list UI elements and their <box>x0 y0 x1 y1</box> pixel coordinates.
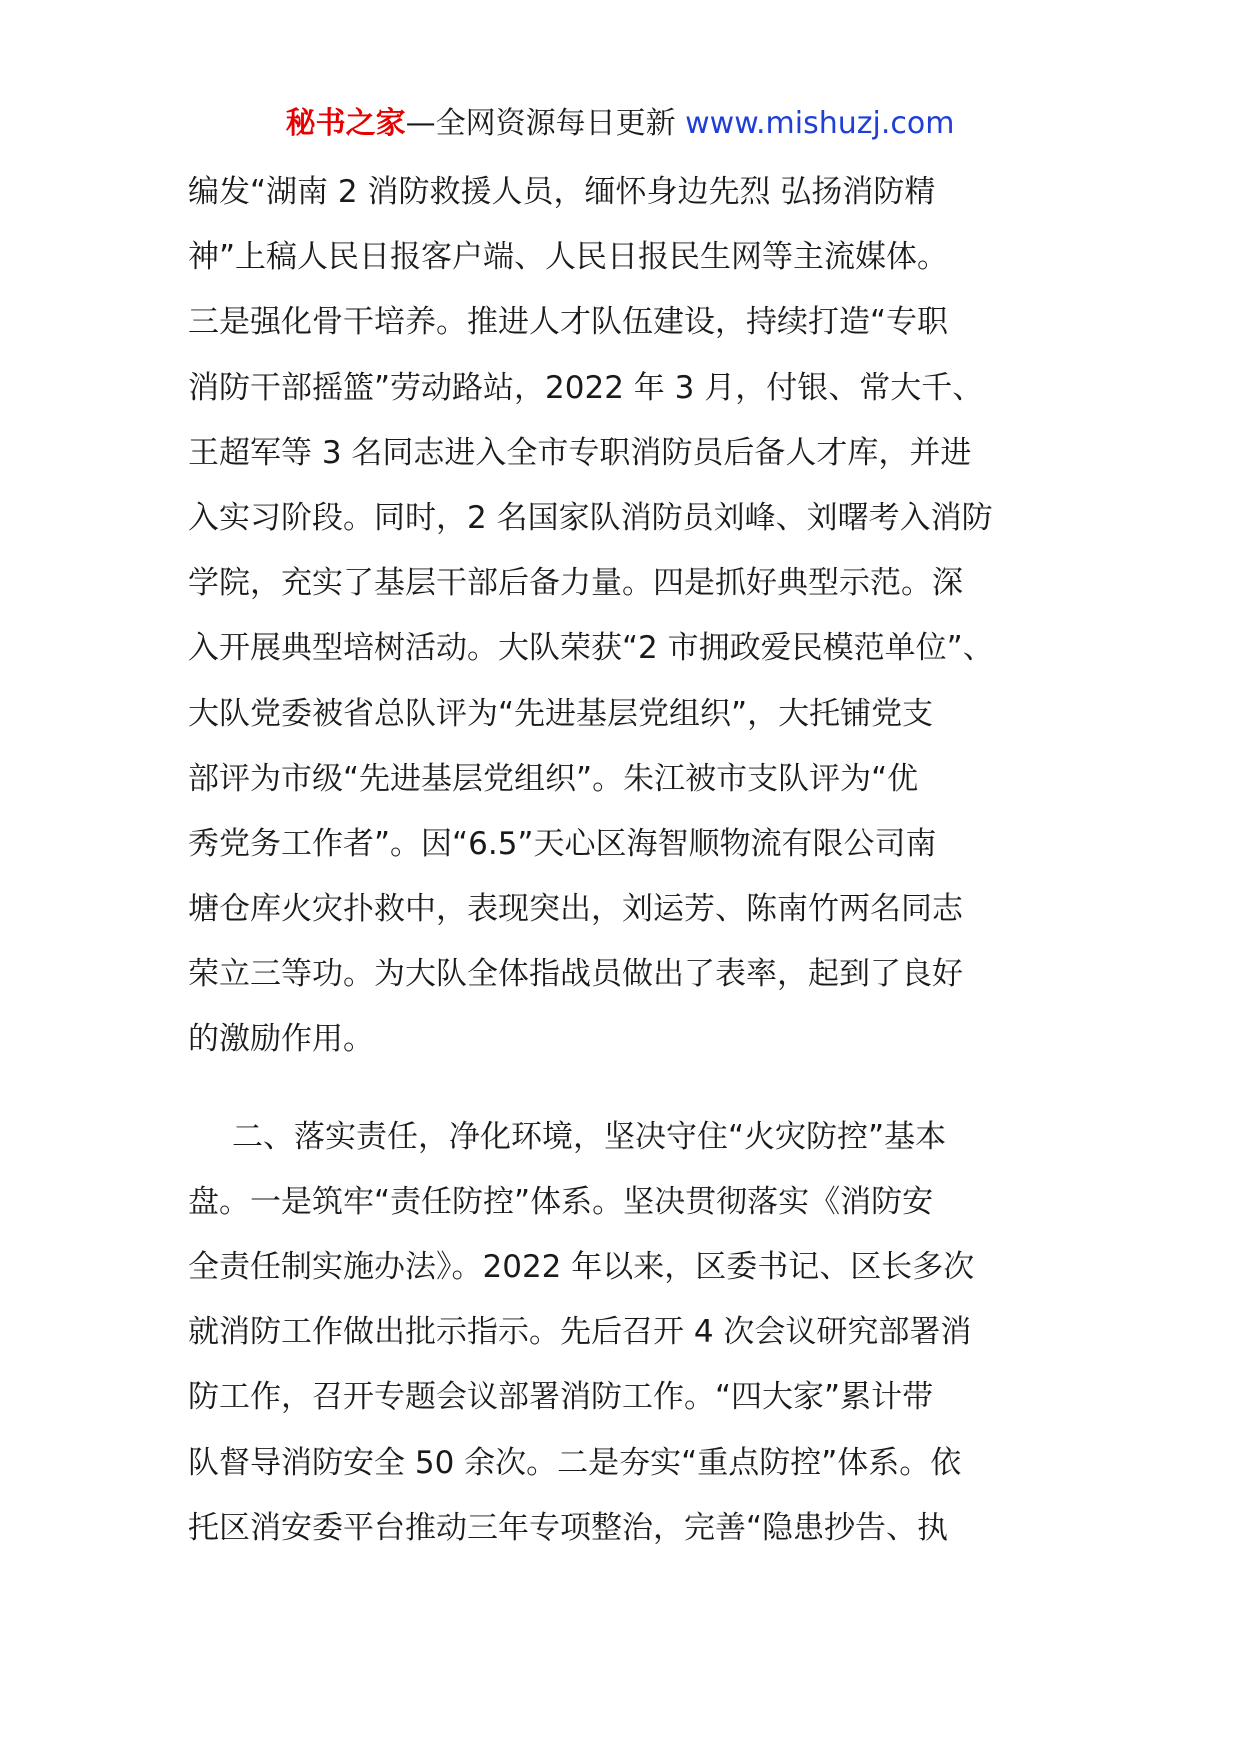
paragraph-2 <box>188 1105 1068 1561</box>
paragraph-2-line: 防工作，召开专题会议部署消防工作。“四大家”累计带 <box>188 1379 934 1416</box>
paragraph-1-line: 消防干部摇篮”劳动路站，2022 年 3 月，付银、常大千、 <box>188 369 984 406</box>
header-brand: 秘书之家 <box>285 106 406 141</box>
paragraph-1-line: 编发“湖南 2 消防救援人员，缅怀身边先烈 弘扬消防精 <box>188 174 936 210</box>
paragraph-2-line: 队督导消防安全 50 余次。二是夯实“重点防控”体系。依 <box>188 1444 962 1481</box>
paragraph-1-line: 王超军等 3 名同志进入全市专职消防员后备人才库，并进 <box>188 434 972 471</box>
paragraph-2-line: 全责任制实施办法》。2022 年以来，区委书记、区长多次 <box>188 1249 975 1285</box>
paragraph-1-line: 的激励作用。 <box>188 1021 374 1058</box>
document-body <box>188 160 1068 1561</box>
header-url-link[interactable]: www.mishuzj.com <box>685 106 955 141</box>
paragraph-1-line: 入开展典型培树活动。大队荣获“2 市拥政爱民模范单位”、 <box>188 630 994 667</box>
paragraph-1 <box>188 160 1068 1073</box>
paragraph-2-line: 就消防工作做出批示指示。先后召开 4 次会议研究部署消 <box>188 1314 972 1351</box>
page-header <box>0 104 1240 144</box>
paragraph-gap <box>188 1073 1068 1105</box>
paragraph-2-line: 托区消安委平台推动三年专项整治，完善“隐患抄告、执 <box>188 1509 949 1546</box>
paragraph-1-line: 三是强化骨干培养。推进人才队伍建设，持续打造“专职 <box>188 304 949 341</box>
paragraph-1-line: 荣立三等功。为大队全体指战员做出了表率，起到了良好 <box>188 956 963 993</box>
paragraph-1-line: 神”上稿人民日报客户端、人民日报民生网等主流媒体。 <box>188 239 949 276</box>
paragraph-1-line: 入实习阶段。同时，2 名国家队消防员刘峰、刘曙考入消防 <box>188 499 993 536</box>
paragraph-1-line: 部评为市级“先进基层党组织”。朱江被市支队评为“优 <box>188 760 919 797</box>
paragraph-1-line: 塘仓库火灾扑救中，表现突出，刘运芳、陈南竹两名同志 <box>188 891 963 928</box>
header-slogan: —全网资源每日更新 <box>405 106 676 141</box>
paragraph-2-heading-line: 二、落实责任，净化环境，坚决守住“火灾防控”基本 <box>232 1118 947 1155</box>
paragraph-1-line: 学院，充实了基层干部后备力量。四是抓好典型示范。深 <box>188 565 963 602</box>
paragraph-2-line: 盘。一是筑牢“责任防控”体系。坚决贯彻落实《消防安 <box>188 1183 934 1220</box>
paragraph-1-line: 大队党委被省总队评为“先进基层党组织”，大托铺党支 <box>188 695 934 732</box>
paragraph-1-line: 秀党务工作者”。因“6.5”天心区海智顺物流有限公司南 <box>188 825 937 862</box>
